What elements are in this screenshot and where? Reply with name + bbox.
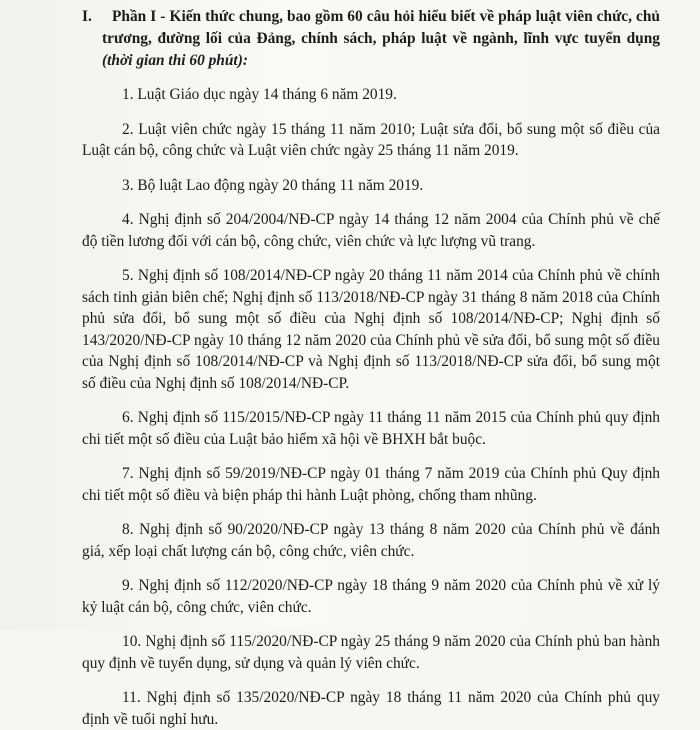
list-item-text: Nghị định số 90/2020/NĐ-CP ngày 13 tháng 8 năm 2020 của Chính phủ về đánh giá, xếp loại chất lượng cán bộ, công chức, viên chức.: [82, 521, 660, 560]
list-item: [82, 209, 660, 252]
list-item-text: Bộ luật Lao động ngày 20 tháng 11 năm 2019.: [137, 176, 424, 194]
list-item: [82, 463, 660, 506]
section-numeral: I.: [82, 8, 92, 25]
list-item: [82, 631, 660, 674]
list-item: [82, 175, 660, 197]
list-item: [82, 407, 660, 450]
list-item-number: 2.: [122, 120, 134, 138]
section-heading: [82, 6, 660, 72]
list-item-number: 3.: [122, 176, 134, 194]
list-item-number: 10.: [122, 633, 142, 650]
list-item: [82, 687, 660, 730]
list-item-text: Nghị định số 112/2020/NĐ-CP ngày 18 tháng 9 năm 2020 của Chính phủ về xử lý kỷ luật cán bộ, công chức, viên chức.: [82, 577, 660, 616]
list-item-text: Nghị định số 59/2019/NĐ-CP ngày 01 tháng 7 năm 2019 của Chính phủ Quy định chi tiết một số điều và biện pháp thi hành Luật phòng, chống tham nhũng.: [82, 465, 660, 504]
list-item: [82, 119, 660, 162]
list-item-text: Nghị định số 115/2015/NĐ-CP ngày 11 tháng 11 năm 2015 của Chính phủ quy định chi tiết một số điều của Luật bảo hiểm xã hội về BHXH bắt buộc.: [82, 409, 660, 448]
list-item-text: Nghị định số 135/2020/NĐ-CP ngày 18 tháng 11 năm 2020 của Chính phủ quy định về tuổi nghỉ hưu.: [82, 689, 660, 728]
list-item-text: Nghị định số 204/2004/NĐ-CP ngày 14 tháng 12 năm 2004 của Chính phủ về chế độ tiền lương đối với cán bộ, công chức, viên chức và lực lượng vũ trang.: [82, 211, 660, 250]
list-item: [82, 84, 660, 106]
list-item-text: Nghị định số 108/2014/NĐ-CP ngày 20 tháng 11 năm 2014 của Chính phủ về chính sách tinh giản biên chế; Nghị định số 113/2018/NĐ-CP ngày 31 tháng 8 năm 2018 của Chính phủ sửa đổi, bổ sung một số điều của Nghị định số 108/2014/NĐ-CP; Nghị định số 143/2020/NĐ-CP ngày 10 tháng 12 năm 2020 của Chính phủ về sửa đổi, bổ sung một số điều của Nghị định số 108/2014/NĐ-CP và Nghị định số 113/2018/NĐ-CP sửa đổi, bổ sung một số điều của Nghị định số 108/2014/NĐ-CP.: [82, 267, 660, 392]
list-item-number: 6.: [122, 409, 134, 426]
list-item: [82, 265, 660, 394]
list-item-number: 1.: [122, 86, 134, 103]
section-time-note: (thời gian thi 60 phút):: [102, 52, 248, 69]
list-item-number: 9.: [122, 577, 134, 594]
list-item-text: Nghị định số 115/2020/NĐ-CP ngày 25 tháng 9 năm 2020 của Chính phủ ban hành quy định về tuyển dụng, sử dụng và quản lý viên chức.: [82, 633, 660, 672]
list-item: [82, 519, 660, 562]
list-item-number: 4.: [122, 211, 134, 228]
list-item-number: 5.: [122, 267, 134, 284]
list-item-number: 8.: [122, 521, 134, 538]
list-item: [82, 575, 660, 618]
list-item-number: 7.: [122, 465, 134, 482]
list-item-number: 11.: [122, 689, 141, 706]
list-item-text: Luật Giáo dục ngày 14 tháng 6 năm 2019.: [137, 86, 397, 103]
list-item-text: Luật viên chức ngày 15 tháng 11 năm 2010; Luật sửa đổi, bổ sung một số điều của Luật cán bộ, công chức và Luật viên chức ngày 25 tháng 11 năm 2019.: [82, 120, 660, 159]
section-title: Phần I - Kiến thức chung, bao gồm 60 câu hỏi hiểu biết về pháp luật viên chức, chủ trương, đường lối của Đảng, chính sách, pháp luật về ngành, lĩnh vực tuyển dụng: [102, 8, 660, 47]
